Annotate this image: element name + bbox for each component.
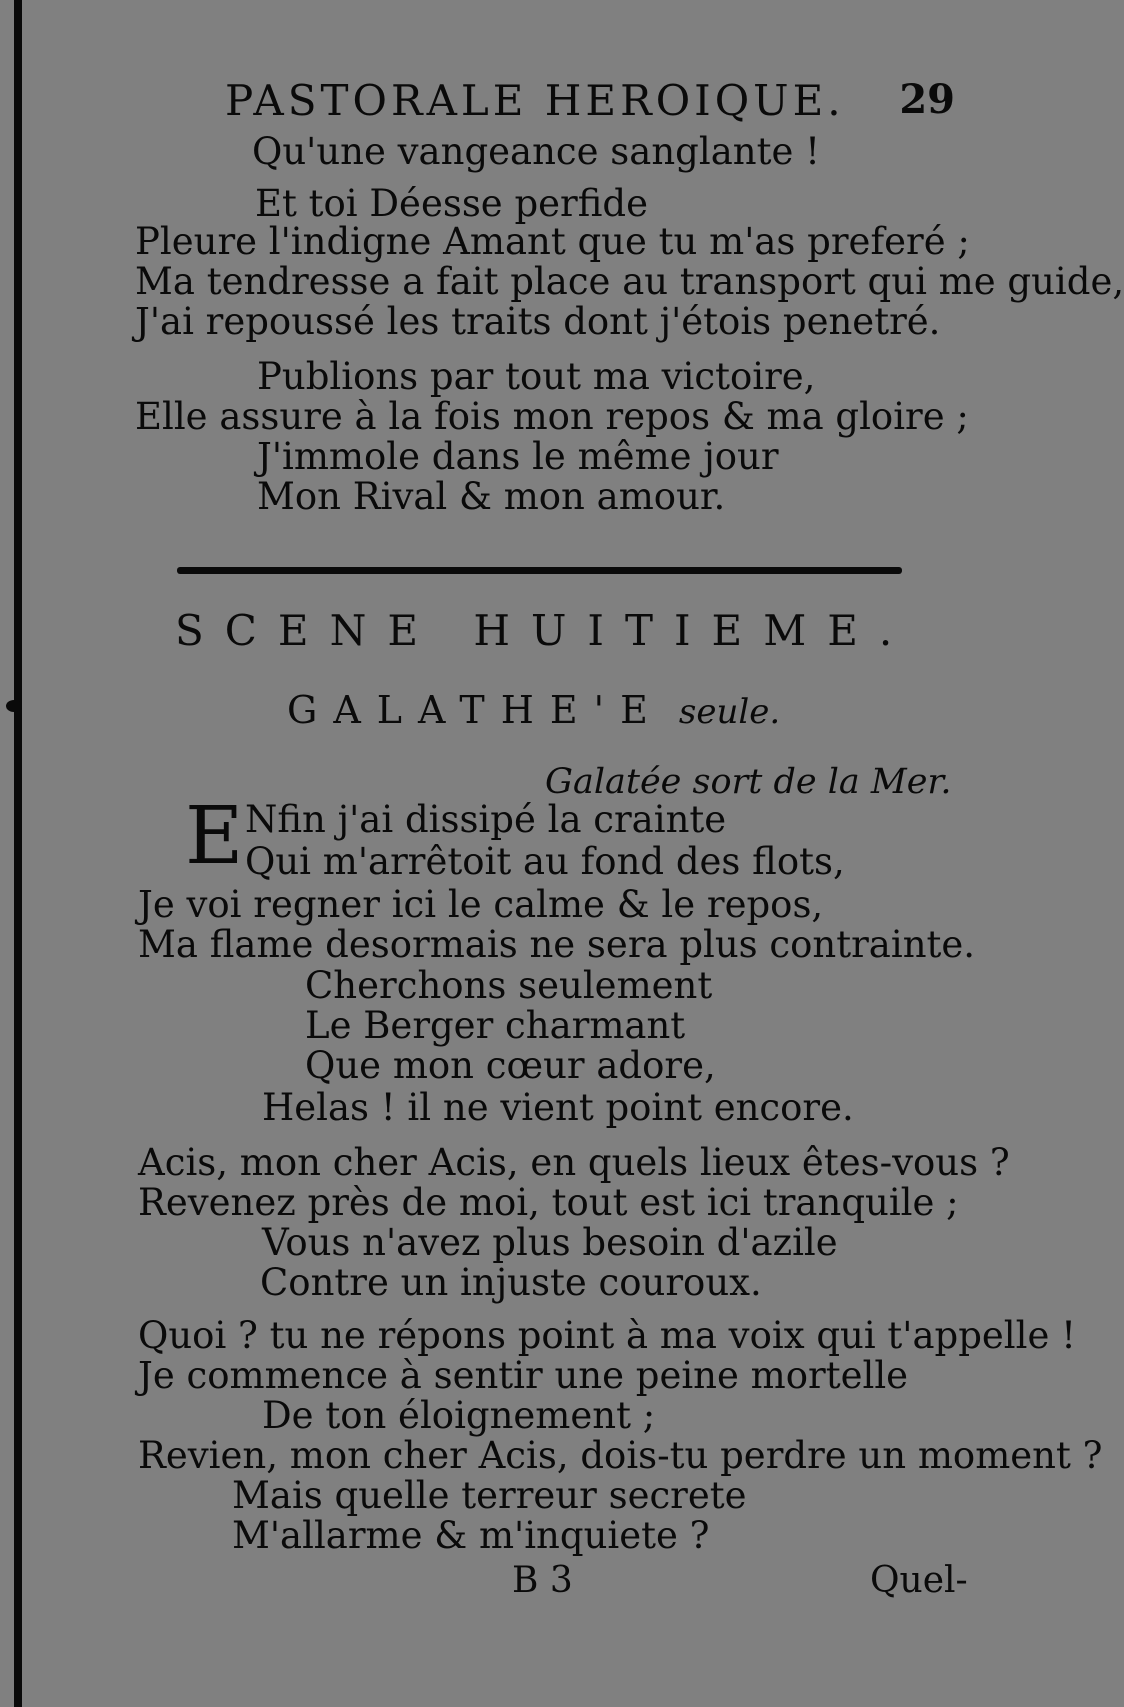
- verse-line: Ma flame desormais ne sera plus contrainte.: [138, 923, 976, 966]
- verse-line: Cherchons seulement: [305, 964, 713, 1007]
- page-number: 29: [899, 76, 955, 123]
- signature-mark: B 3: [512, 1560, 573, 1601]
- verse-line: Que mon cœur adore,: [305, 1044, 716, 1087]
- verse-line: Quoi ? tu ne répons point à ma voix qui t'appelle !: [138, 1314, 1076, 1357]
- verse-line: J'immole dans le même jour: [257, 435, 779, 478]
- verse-line: Mon Rival & mon amour.: [257, 475, 726, 518]
- verse-line: Vous n'avez plus besoin d'azile: [262, 1221, 838, 1264]
- verse-line: Qu'une vangeance sanglante !: [252, 130, 820, 173]
- verse-line: Pleure l'indigne Amant que tu m'as preferé ;: [135, 220, 970, 263]
- scene-title: SCENE HUITIEME.: [175, 606, 914, 655]
- catchword: Quel-: [870, 1560, 968, 1601]
- verse-line: Le Berger charmant: [305, 1004, 686, 1047]
- verse-line: De ton éloignement ;: [262, 1394, 656, 1437]
- verse-line: Contre un injuste couroux.: [260, 1261, 762, 1304]
- character-heading: [287, 688, 780, 732]
- verse-line: Mais quelle terreur secrete: [232, 1474, 747, 1517]
- verse-line: Je voi regner ici le calme & le repos,: [138, 883, 824, 926]
- running-title: PASTORALE HEROIQUE.: [225, 76, 845, 125]
- verse-line: Ma tendresse a fait place au transport qui me guide,: [135, 260, 1124, 303]
- verse-line: M'allarme & m'inquiete ?: [232, 1514, 710, 1557]
- verse-line: Revenez près de moi, tout est ici tranquile ;: [138, 1181, 959, 1224]
- verse-line: Helas ! il ne vient point encore.: [262, 1086, 854, 1129]
- verse-line: Publions par tout ma victoire,: [257, 355, 816, 398]
- character-note: seule.: [678, 692, 781, 732]
- drop-cap: E: [185, 789, 244, 882]
- verse-line: Acis, mon cher Acis, en quels lieux êtes-vous ?: [138, 1141, 1010, 1184]
- stage-direction: Galatée sort de la Mer.: [545, 762, 952, 802]
- page-header: [215, 76, 965, 134]
- verse-line: Revien, mon cher Acis, dois-tu perdre un moment ?: [138, 1434, 1103, 1477]
- verse-line: Elle assure à la fois mon repos & ma gloire ;: [135, 395, 969, 438]
- section-rule: [177, 567, 902, 574]
- binding-mark: [6, 700, 22, 712]
- character-name: GALATHE'E: [287, 688, 664, 732]
- verse-line: Et toi Déesse perfide: [255, 182, 648, 225]
- verse-line: Je commence à sentir une peine mortelle: [138, 1354, 909, 1397]
- verse-line: J'ai repoussé les traits dont j'étois penetré.: [135, 300, 941, 343]
- verse-line: Qui m'arrêtoit au fond des flots,: [245, 840, 845, 883]
- binding-edge: [14, 0, 22, 1707]
- verse-line: Nfin j'ai dissipé la crainte: [245, 798, 727, 841]
